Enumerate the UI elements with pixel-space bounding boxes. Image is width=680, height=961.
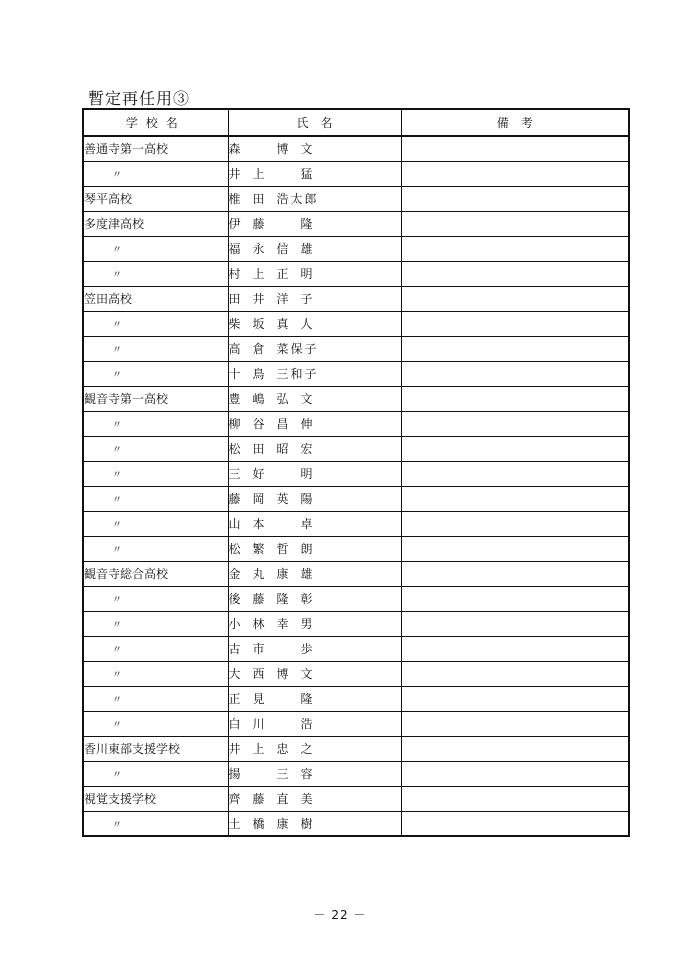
school-cell: 〃 [83, 761, 228, 786]
remarks-cell [401, 386, 629, 411]
remarks-cell [401, 461, 629, 486]
name-cell: 井 上 忠 之 [228, 736, 401, 761]
table-row [83, 161, 629, 186]
school-cell: 観音寺総合高校 [83, 561, 228, 586]
remarks-cell [401, 261, 629, 286]
remarks-cell [401, 411, 629, 436]
table-row [83, 811, 629, 836]
remarks-cell [401, 561, 629, 586]
name-cell: 後 藤 隆 彰 [228, 586, 401, 611]
name-cell: 白 川 浩 [228, 711, 401, 736]
table-row [83, 336, 629, 361]
table-row [83, 636, 629, 661]
table-row [83, 761, 629, 786]
header-name: 氏 名 [228, 109, 401, 136]
table-row [83, 686, 629, 711]
remarks-cell [401, 211, 629, 236]
table-row [83, 211, 629, 236]
remarks-cell [401, 136, 629, 161]
table-row [83, 311, 629, 336]
name-cell: 伊 藤 隆 [228, 211, 401, 236]
name-cell: 山 本 卓 [228, 511, 401, 536]
table-row [83, 361, 629, 386]
table-row [83, 661, 629, 686]
table-row [83, 486, 629, 511]
school-cell: 〃 [83, 311, 228, 336]
name-cell: 柴 坂 真 人 [228, 311, 401, 336]
school-cell: 〃 [83, 511, 228, 536]
remarks-cell [401, 336, 629, 361]
name-cell: 藤 岡 英 陽 [228, 486, 401, 511]
remarks-cell [401, 236, 629, 261]
table-row [83, 136, 629, 161]
school-cell: 〃 [83, 686, 228, 711]
remarks-cell [401, 511, 629, 536]
remarks-cell [401, 686, 629, 711]
school-cell: 〃 [83, 411, 228, 436]
school-cell: 観音寺第一高校 [83, 386, 228, 411]
table-row [83, 736, 629, 761]
remarks-cell [401, 611, 629, 636]
school-cell: 〃 [83, 661, 228, 686]
table-header-row [83, 109, 629, 136]
school-cell: 〃 [83, 361, 228, 386]
remarks-cell [401, 486, 629, 511]
name-cell: 柳 谷 昌 伸 [228, 411, 401, 436]
name-cell: 森 博 文 [228, 136, 401, 161]
name-cell: 高 倉 菜保子 [228, 336, 401, 361]
remarks-cell [401, 636, 629, 661]
remarks-cell [401, 536, 629, 561]
remarks-cell [401, 736, 629, 761]
remarks-cell [401, 586, 629, 611]
remarks-cell [401, 161, 629, 186]
remarks-cell [401, 711, 629, 736]
name-cell: 正 見 隆 [228, 686, 401, 711]
remarks-cell [401, 436, 629, 461]
remarks-cell [401, 761, 629, 786]
school-cell: 〃 [83, 336, 228, 361]
name-cell: 三 好 明 [228, 461, 401, 486]
name-cell: 村 上 正 明 [228, 261, 401, 286]
school-cell: 多度津高校 [83, 211, 228, 236]
remarks-cell [401, 786, 629, 811]
remarks-cell [401, 311, 629, 336]
page-number: － 22 － [313, 908, 367, 922]
name-cell: 古 市 歩 [228, 636, 401, 661]
table-row [83, 561, 629, 586]
school-cell: 善通寺第一高校 [83, 136, 228, 161]
school-cell: 〃 [83, 611, 228, 636]
name-cell: 齊 藤 直 美 [228, 786, 401, 811]
remarks-cell [401, 186, 629, 211]
table-row [83, 236, 629, 261]
table-row [83, 186, 629, 211]
table-row [83, 611, 629, 636]
name-cell: 小 林 幸 男 [228, 611, 401, 636]
table-row [83, 411, 629, 436]
name-cell: 椎 田 浩太郎 [228, 186, 401, 211]
table-row [83, 461, 629, 486]
school-cell: 〃 [83, 161, 228, 186]
name-cell: 豊 嶋 弘 文 [228, 386, 401, 411]
school-cell: 笠田高校 [83, 286, 228, 311]
header-school: 学校名 [83, 109, 228, 136]
table-row [83, 386, 629, 411]
table-row [83, 286, 629, 311]
remarks-cell [401, 811, 629, 836]
table-row [83, 511, 629, 536]
name-cell: 井 上 猛 [228, 161, 401, 186]
name-cell: 大 西 博 文 [228, 661, 401, 686]
school-cell: 〃 [83, 711, 228, 736]
school-cell: 〃 [83, 536, 228, 561]
school-cell: 〃 [83, 586, 228, 611]
name-cell: 松 繁 哲 朗 [228, 536, 401, 561]
name-cell: 土 橋 康 樹 [228, 811, 401, 836]
staff-table [82, 108, 630, 837]
school-cell: 〃 [83, 436, 228, 461]
table-row [83, 711, 629, 736]
school-cell: 〃 [83, 636, 228, 661]
school-cell: 〃 [83, 236, 228, 261]
remarks-cell [401, 286, 629, 311]
remarks-cell [401, 361, 629, 386]
table-row [83, 536, 629, 561]
header-remarks: 備 考 [401, 109, 629, 136]
name-cell: 田 井 洋 子 [228, 286, 401, 311]
table-row [83, 586, 629, 611]
table-row [83, 261, 629, 286]
name-cell: 金 丸 康 雄 [228, 561, 401, 586]
name-cell: 十 鳥 三和子 [228, 361, 401, 386]
school-cell: 〃 [83, 811, 228, 836]
name-cell: 福 永 信 雄 [228, 236, 401, 261]
school-cell: 〃 [83, 261, 228, 286]
school-cell: 〃 [83, 461, 228, 486]
table-row [83, 436, 629, 461]
name-cell: 揚 三 容 [228, 761, 401, 786]
school-cell: 琴平高校 [83, 186, 228, 211]
name-cell: 松 田 昭 宏 [228, 436, 401, 461]
table-row [83, 786, 629, 811]
school-cell: 視覚支援学校 [83, 786, 228, 811]
school-cell: 〃 [83, 486, 228, 511]
school-cell: 香川東部支援学校 [83, 736, 228, 761]
remarks-cell [401, 661, 629, 686]
document-title: 暫定再任用③ [88, 89, 191, 108]
